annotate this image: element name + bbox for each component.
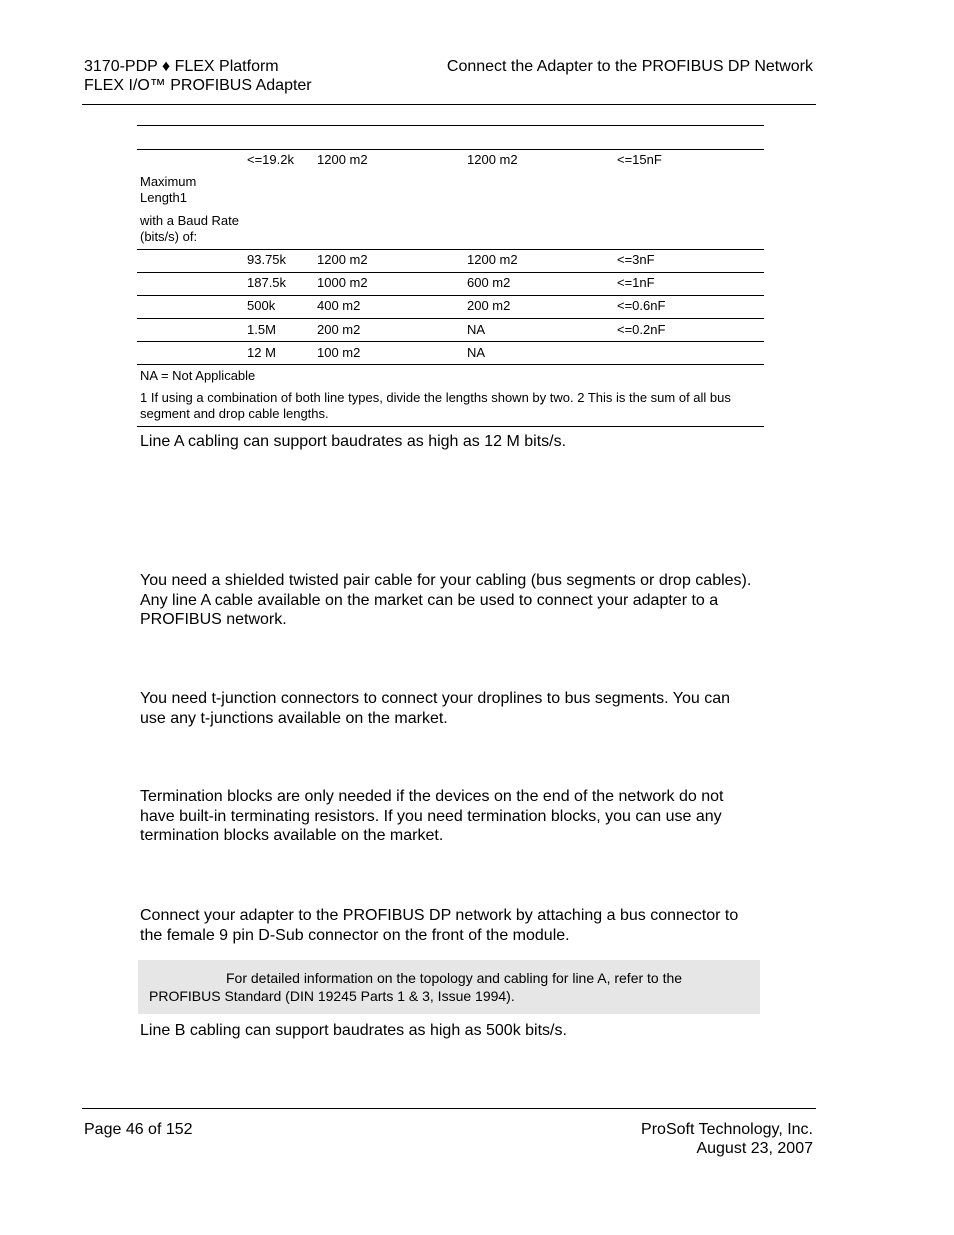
- cable-length-table: [137, 125, 764, 427]
- table-cell-rate: <=19.2k: [247, 152, 294, 167]
- paragraph-cable: You need a shielded twisted pair cable for your cabling (bus segments or drop cables). Any line A cable available on the market can be used to connect your adapter to a PROFIBUS network.: [140, 572, 752, 628]
- footer-company: [641, 1120, 813, 1158]
- table-row-border: [137, 249, 764, 250]
- table-row-label-max-length: Maximum Length1: [140, 174, 197, 205]
- footer-date: August 23, 2007: [696, 1140, 813, 1157]
- table-cell-line-b: 600 m2: [467, 275, 511, 290]
- footer-divider: [82, 1108, 816, 1109]
- table-cell-capacitance: <=15nF: [617, 152, 662, 167]
- paragraph-line-a-baudrate: Line A cabling can support baudrates as high as 12 M bits/s.: [140, 433, 567, 450]
- table-row-border: [137, 272, 764, 273]
- note-callout-text: For detailed information on the topology and cabling for line A, refer to the PROFIBUS Standard (DIN 19245 Parts 1 & 3, Issue 1994).: [149, 970, 683, 1004]
- table-cell-line-a: 100 m2: [317, 345, 361, 360]
- table-cell-rate: 500k: [247, 298, 276, 313]
- header-product: [84, 57, 312, 95]
- table-header-border: [137, 149, 764, 150]
- table-cell-line-a: 1200 m2: [317, 152, 368, 167]
- table-cell-line-b: 1200 m2: [467, 152, 518, 167]
- paragraph-termination: Termination blocks are only needed if the devices on the end of the network do not have built-in terminating resistors. If you need termination blocks, you can use any termination blocks available on the market.: [140, 788, 724, 844]
- table-bottom-border: [137, 426, 764, 427]
- paragraph-line-b-baudrate: Line B cabling can support baudrates as high as 500k bits/s.: [140, 1022, 567, 1039]
- paragraph-connect: Connect your adapter to the PROFIBUS DP network by attaching a bus connector to the female 9 pin D-Sub connector on the front of the module.: [140, 907, 739, 944]
- table-cell-line-b: NA: [467, 322, 486, 337]
- table-cell-capacitance: <=1nF: [617, 275, 655, 290]
- table-cell-line-b: 200 m2: [467, 298, 511, 313]
- note-callout: [138, 960, 760, 1014]
- table-note-na: NA = Not Applicable: [140, 368, 256, 383]
- table-cell-rate: 1.5M: [247, 322, 276, 337]
- header-product-line2: FLEX I/O™ PROFIBUS Adapter: [84, 77, 312, 94]
- paragraph-t-junction: You need t-junction connectors to connect your droplines to bus segments. You can use any t-junctions available on the market.: [140, 690, 731, 727]
- header-divider: [82, 104, 816, 105]
- footer-company-name: ProSoft Technology, Inc.: [641, 1121, 813, 1138]
- table-row-border: [137, 295, 764, 296]
- table-row-border: [137, 341, 764, 342]
- table-cell-line-a: 400 m2: [317, 298, 361, 313]
- table-cell-rate: 12 M: [247, 345, 276, 360]
- table-footnote: 1 If using a combination of both line types, divide the lengths shown by two. 2 This is the sum of all bus segment and drop cable lengths.: [140, 390, 731, 421]
- table-cell-line-a: 200 m2: [317, 322, 361, 337]
- header-product-line1: 3170-PDP ♦ FLEX Platform: [84, 58, 279, 75]
- table-cell-line-b: 1200 m2: [467, 252, 518, 267]
- table-cell-capacitance: <=0.6nF: [617, 298, 666, 313]
- table-cell-rate: 187.5k: [247, 275, 287, 290]
- table-row-border: [137, 318, 764, 319]
- table-row-border: [137, 364, 764, 365]
- table-cell-line-b: NA: [467, 345, 486, 360]
- header-section-title: Connect the Adapter to the PROFIBUS DP Network: [446, 58, 813, 75]
- table-top-border: [137, 125, 764, 126]
- table-cell-rate: 93.75k: [247, 252, 287, 267]
- table-row-label-baud-rate: with a Baud Rate (bits/s) of:: [140, 213, 240, 244]
- table-cell-line-a: 1200 m2: [317, 252, 368, 267]
- table-cell-capacitance: <=3nF: [617, 252, 655, 267]
- footer-page-number: Page 46 of 152: [84, 1121, 193, 1138]
- table-cell-line-a: 1000 m2: [317, 275, 368, 290]
- table-cell-capacitance: <=0.2nF: [617, 322, 666, 337]
